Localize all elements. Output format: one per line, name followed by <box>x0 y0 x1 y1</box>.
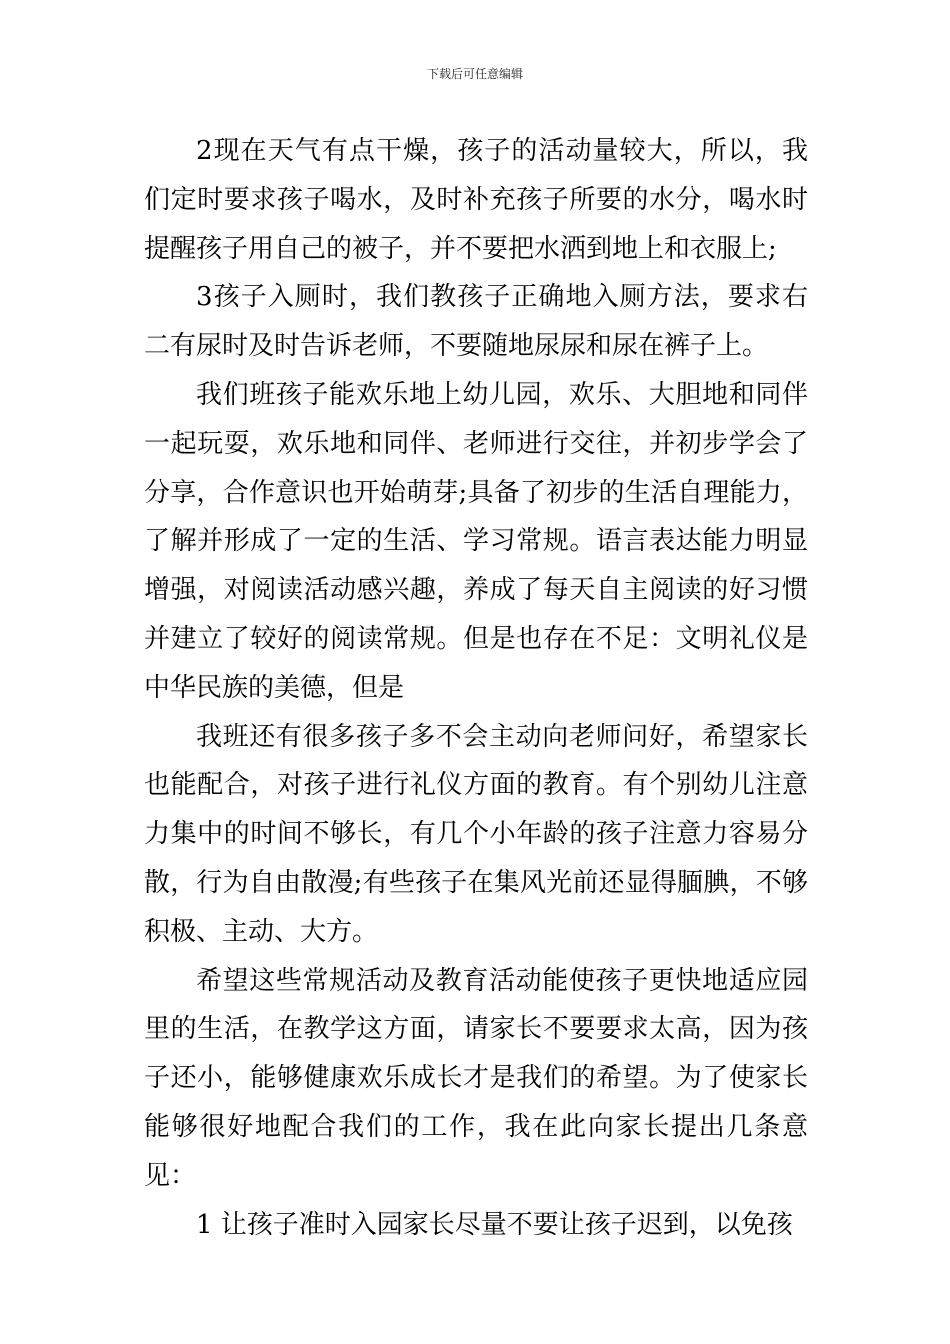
paragraph-suggestion-1: 1 让孩子准时入园家长尽量不要让孩子迟到，以免孩 <box>196 1209 793 1240</box>
document-body <box>144 127 808 1249</box>
paragraph-toilet: 3孩子入厕时，我们教孩子正确地入厕方法，要求右二有尿时及时告诉老师，不要随地尿尿和尿在裤子上。 <box>144 282 808 362</box>
paragraph-water: 2现在天气有点干燥，孩子的活动量较大，所以，我们定时要求孩子喝水，及时补充孩子所要的水分，喝水时提醒孩子用自己的被子，并不要把水洒到地上和衣服上; <box>144 136 808 264</box>
paragraph-shortcomings: 我班还有很多孩子多不会主动向老师问好，希望家长也能配合，对孩子进行礼仪方面的教育。有个别幼儿注意力集中的时间不够长，有几个小年龄的孩子注意力容易分散，行为自由散漫;有些孩子在集风光前还显得腼腆，不够积极、主动、大方。 <box>144 721 808 947</box>
page-header: 下载后可任意编辑 <box>426 67 523 81</box>
paragraph-class-progress: 我们班孩子能欢乐地上幼儿园，欢乐、大胆地和同伴一起玩耍，欢乐地和同伴、老师进行交往，并初步学会了分享，合作意识也开始萌芽;具备了初步的生活自理能力，了解并形成了一定的生活、学习常规。语言表达能力明显增强，对阅读活动感兴趣，养成了每天自主阅读的好习惯并建立了较好的阅读常规。但是也存在不足：文明礼仪是中华民族的美德，但是 <box>144 379 808 703</box>
paragraph-hopes: 希望这些常规活动及教育活动能使孩子更快地适应园里的生活，在教学这方面，请家长不要要求太高，因为孩子还小，能够健康欢乐成长才是我们的希望。为了使家长能够很好地配合我们的工作，我在此向家长提出几条意见： <box>144 965 808 1191</box>
